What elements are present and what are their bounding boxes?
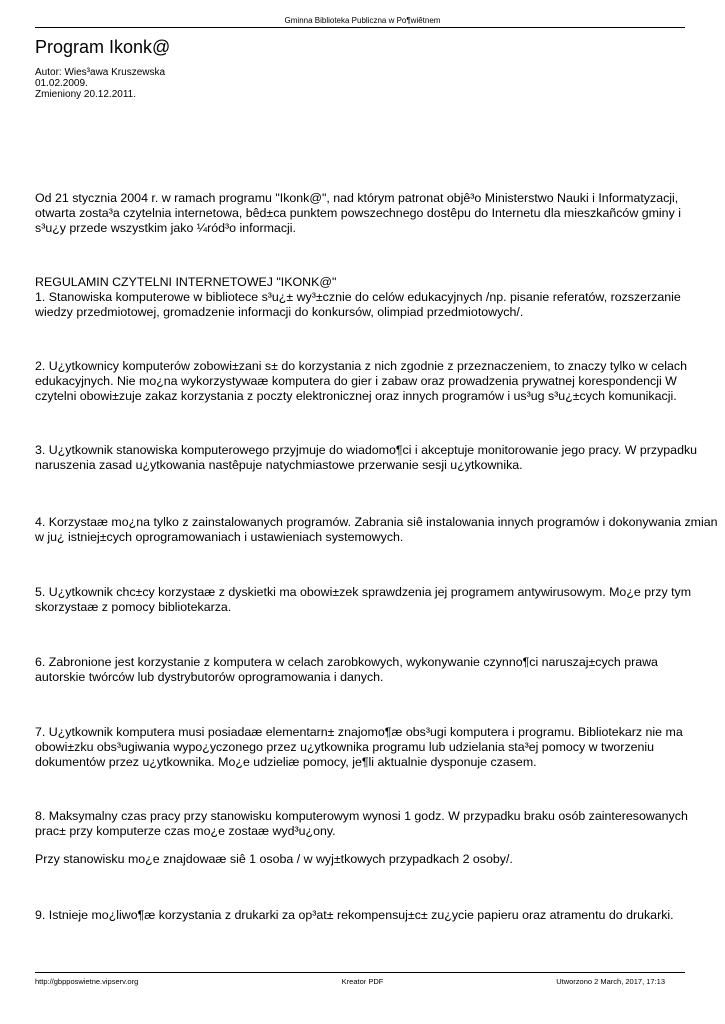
text-line: prac± przy komputerze czas mo¿e zostaæ wyd³u¿ony. (35, 823, 336, 838)
footer-divider (35, 972, 685, 973)
text-line: Od 21 stycznia 2004 r. w ramach programu "Ikonk@", nad którym patronat objê³o Ministerstwo Nauki i Informatyzacji, (35, 191, 679, 205)
rule-5 (35, 585, 691, 615)
text-line: Przy stanowisku mo¿e znajdowaæ siê 1 osoba / w wyj±tkowych przypadkach 2 osoby/. (35, 852, 513, 866)
rule-9 (35, 908, 674, 923)
text-line: 2. U¿ytkownicy komputerów zobowi±zani s± do korzystania z nich zgodnie z przeznaczeniem, to znaczy tylko w celach (35, 359, 687, 373)
rule-1-line: 1. Stanowiska komputerowe w bibliotece s³u¿± wy³±cznie do celów edukacyjnych /np. pisanie referatów, rozszerzanie (35, 289, 681, 304)
text-line: 5. U¿ytkownik chc±cy korzystaæ z dyskietki ma obowi±zek sprawdzenia jej programem antywirusowym. Mo¿e przy tym (35, 585, 692, 599)
text-line: obowi±zku obs³ugiwania wypo¿yczonego przez u¿ytkownika programu lub udzielania sta³ej pomocy w tworzeniu (35, 739, 655, 754)
rule-3 (35, 443, 697, 473)
intro-paragraph (35, 191, 681, 235)
regulations-heading: REGULAMIN CZYTELNI INTERNETOWEJ "IKONK@" (35, 275, 337, 289)
header-divider (35, 27, 685, 28)
text-line: 6. Zabronione jest korzystanie z komputera w celach zarobkowych, wykonywanie czynno¶ci naruszaj±cych prawa (35, 655, 658, 669)
rule-7 (35, 725, 683, 769)
text-line: s³u¿y przede wszystkim jako ¼ród³o informacji. (35, 220, 296, 235)
text-line: skorzystaæ z pomocy bibliotekarza. (35, 599, 232, 614)
text-line: czytelni obowi±zuje zakaz korzystania z poczty elektronicznej oraz innych programów i us³ug s³u¿±cych komunikacji. (35, 388, 677, 403)
author-line: Autor: Wies³awa Kruszewska (35, 67, 166, 78)
article-meta (35, 67, 165, 100)
rule-6 (35, 655, 658, 685)
footer-generator: Kreator PDF (341, 977, 384, 986)
page-title: Program Ikonk@ (35, 37, 171, 57)
text-line: 3. U¿ytkownik stanowiska komputerowego przyjmuje do wiadomo¶ci i akceptuje monitorowanie jego pracy. W przypadku (35, 443, 698, 457)
text-line: w ju¿ istniej±cych oprogramowaniach i ustawieniach systemowych. (35, 529, 404, 544)
text-line: 8. Maksymalny czas pracy przy stanowisku komputerowym wynosi 1 godz. W przypadku braku osób zainteresowanych (35, 809, 688, 823)
rule-8-note (35, 852, 513, 867)
footer-url: http://gbpposwietne.vipserv.org (35, 977, 139, 986)
text-line: 4. Korzystaæ mo¿na tylko z zainstalowanych programów. Zabrania siê instalowania innych programów i dokonywania zmian (35, 515, 718, 529)
text-line: 7. U¿ytkownik komputera musi posiadaæ elementarn± znajomo¶æ obs³ugi komputera i programu. Bibliotekarz nie ma (35, 725, 683, 739)
text-line: naruszenia zasad u¿ytkowania nastêpuje natychmiastowe przerwanie sesji u¿ytkownika. (35, 457, 523, 472)
rule-2 (35, 359, 687, 403)
text-line: 9. Istnieje mo¿liwo¶æ korzystania z drukarki za op³at± rekompensuj±c± zu¿ycie papieru oraz atramentu do drukarki. (35, 908, 674, 922)
text-line: otwarta zosta³a czytelnia internetowa, bêd±ca punktem powszechnego dostêpu do Internetu dla mieszkañców gminy i (35, 205, 681, 220)
footer-created: Utworzono 2 March, 2017, 17:13 (556, 977, 665, 986)
page-header: Gminna Biblioteka Publiczna w Po¶wiêtnem (284, 16, 441, 25)
modified-line: Zmieniony 20.12.2011. (35, 89, 136, 100)
rule-8 (35, 809, 688, 839)
text-line: dokumentów przez u¿ytkownika. Mo¿e udzieliæ pomocy, je¶li aktualnie dysponuje czasem. (35, 754, 537, 769)
rule-1-line: wiedzy przedmiotowej, gromadzenie informacji do konkursów, olimpiad przedmiotowych/. (35, 304, 524, 319)
text-line: autorskie twórców lub dystrybutorów oprogramowania i danych. (35, 669, 384, 684)
rule-4 (35, 515, 718, 545)
regulations-heading-block (35, 275, 681, 319)
date-line: 01.02.2009. (35, 78, 88, 89)
text-line: edukacyjnych. Nie mo¿na wykorzystywaæ komputera do gier i zabaw oraz prowadzenia prywatnej korespondencji W (35, 373, 677, 388)
